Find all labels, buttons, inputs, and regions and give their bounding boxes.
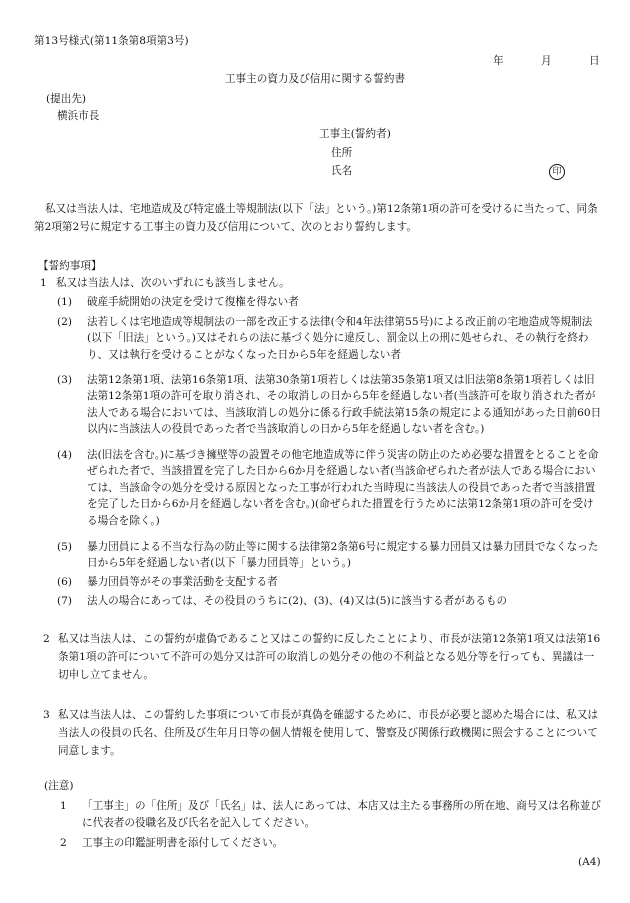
note-text: 工事主の印鑑証明書を添付してください。 [82,837,284,849]
subitem-number: (4) [57,449,73,461]
note-text: 「工事主」の「住所」及び「氏名」は、法人にあっては、本店又は主たる事務所の所在地、商号又は名称並びに代表者の役職名及び氏名を記入してください。 [82,800,601,829]
subitem-2 [57,314,602,363]
pledge-item-1-number: 1 [40,277,47,289]
paper-size: (A4) [578,856,601,868]
pledger-heading: 工事主(誓約者) [319,128,391,140]
subitem-number: (3) [57,374,73,386]
submit-to-label: (提出先) [46,93,87,105]
pledge-item-1-text: 私又は当法人は、次のいずれにも該当しません。 [56,277,290,289]
subitem-6 [57,575,602,590]
pledge-heading: 【誓約事項】 [38,260,102,272]
subitem-3 [57,372,602,438]
pledge-item-2 [43,630,603,684]
subitem-number: (1) [57,296,73,308]
subitem-5 [57,539,602,572]
note-item-2 [60,836,602,851]
form-id: 第13号様式(第11条第8項第3号) [34,35,189,47]
subitem-text: 暴力団員による不当な行為の防止等に関する法律第2条第6号に規定する暴力団員又は暴力団員でなくなった日から5年を経過しない者(以下「暴力団員等」という。) [87,541,599,570]
date-month: 月 [541,55,552,67]
intro-paragraph: 私又は当法人は、宅地造成及び特定盛土等規制法(以下「法」という。)第12条第1項の許可を受けるに当たって、同条第2項第2号に規定する工事主の資力及び信用について、次のとおり誓約します。 [34,203,598,233]
seal-mark: 印 [549,164,565,180]
note-item-1 [60,798,602,832]
subitem-text: 法人の場合にあっては、その役員のうちに(2)、(3)、(4)又は(5)に該当する者があるもの [87,595,508,607]
pledge-item-1 [40,276,602,291]
subitem-number: (2) [57,316,73,328]
subitem-text: 暴力団員等がその事業活動を支配する者 [87,576,278,588]
submit-to: 横浜市長 [57,110,100,122]
note-number: 2 [60,837,67,849]
subitem-1 [57,295,602,310]
subitem-number: (5) [57,541,73,553]
subitem-number: (7) [57,595,73,607]
subitem-number: (6) [57,576,73,588]
subitem-text: 法第12条第1項、法第16条第1項、法第30条第1項若しくは法第35条第1項又は旧法第8条第1項若しくは旧法第12条第1項の許可を取り消され、その取消しの日から5年を経過しない者(当該許可を取り消された者が法人である場合においては、当該取消しの処分に係る行政手続法第15条の規定による通知があった日前60日以内に当該法人の役員であった者で当該取消しの日から5年を経過しない者を含む。) [87,374,602,436]
name-label: 氏名 [331,165,353,177]
subitem-4 [57,447,602,529]
note-number: 1 [60,800,67,812]
pledge-item-2-text: 私又は当法人は、この誓約が虚偽であること又はこの誓約に反したことにより、市長が法第12条第1項又は法第16条第1項の許可について不許可の処分又は許可の取消しの処分その他の不利益となる処分等を行っても、異議は一切申し立てません。 [58,633,601,681]
pledge-item-3-number: 3 [43,709,50,721]
document-title: 工事主の資力及び信用に関する誓約書 [224,73,406,85]
pledge-item-3 [43,706,603,760]
pledge-item-2-number: 2 [43,633,50,645]
notes-heading: (注意) [44,780,74,792]
address-label: 住所 [331,147,353,159]
subitem-text: 法若しくは宅地造成等規制法の一部を改正する法律(令和4年法律第55号)による改正前の宅地造成等規制法(以下「旧法」という。)又はそれらの法に基づく処分に違反し、罰金以上の刑に処せられ、その執行を終わり、又は執行を受けることがなくなった日から5年を経過しない者 [87,316,593,361]
date-day: 日 [589,55,600,67]
pledge-item-3-text: 私又は当法人は、この誓約した事項について市長が真偽を確認するために、市長が必要と認めた場合には、私又は当法人の役員の氏名、住所及び生年月日等の個人情報を使用して、警察及び関係行政機関に照会することについて同意します。 [58,709,599,757]
subitem-text: 破産手続開始の決定を受けて復権を得ない者 [87,296,299,308]
date-year: 年 [493,55,504,67]
subitem-7 [57,594,602,609]
subitem-text: 法(旧法を含む。)に基づき擁壁等の設置その他宅地造成等に伴う災害の防止のため必要な措置をとることを命ぜられた者で、当該措置を完了した日から6か月を経過しない者(当該命ぜられた者が法人である場合においては、当該命令の処分を受ける原因となった工事が行われた当時現に当該法人の役員であった者で当該措置を完了した日から6か月を経過しない者を含む。)(命ぜられた措置を行うために法第12条第1項の許可を受ける場合を除く。) [87,449,599,527]
